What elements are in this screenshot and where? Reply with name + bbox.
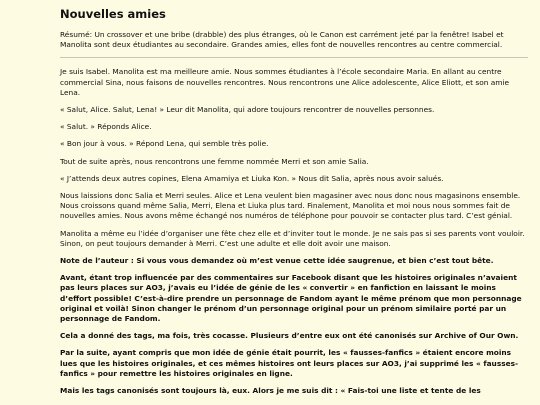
- author-note-paragraph: Avant, étant trop influencée par des commentaires sur Facebook disant que les histoires originales n’avaient pas leurs places sur AO3, j’avais eu l’idée de génie de les « convertir » en fanfiction en laissant le moins d’effort possible! C’est-à-dire prendre un personnage de Fandom ayant le même prénom que mon personnage original et voilà! Sinon changer le prénom d’un personnage original pour un prénom similaire porté par un personnage de Fandom.: [60, 273, 522, 324]
- story-paragraph: Nous laissions donc Salia et Merri seules. Alice et Lena veulent bien magasiner avec nous donc nous magasinons ensemble. Nous croissons quand même Salia, Merri, Elena et Liuka plus tard. Finalement, Manolita et moi nous nous sommes fait de nouvelles amies. Nous avons même échangé nos numéros de téléphone pour pouvoir se contacter plus tard. C’est génial.: [60, 191, 521, 221]
- author-note: [60, 256, 528, 396]
- author-note-paragraph: Mais les tags canonisés sont toujours là, eux. Alors je me suis dit : « Fais-toi une liste et tente de les: [60, 386, 481, 396]
- author-note-paragraph: Par la suite, ayant compris que mon idée de génie était pourrit, les « fausses-fanfics » étaient encore moins lues que les histoires originales, et ces mêmes histoires ont leurs places sur AO3, j’ai supprimé les « fausses-fanfics » pour remettre les histoires originales en ligne.: [60, 348, 519, 378]
- story-paragraph: « J’attends deux autres copines, Elena Amamiya et Liuka Kon. » Nous dit Salia, après nous avoir salués.: [60, 173, 444, 183]
- story-paragraph: « Bon jour à vous. » Répond Lena, qui semble très polie.: [60, 139, 269, 149]
- author-note-paragraph: Note de l’auteur : Si vous vous demandez où m’est venue cette idée saugrenue, et bien c’est tout bête.: [60, 256, 494, 266]
- story-paragraph: Je suis Isabel. Manolita est ma meilleure amie. Nous sommes étudiantes à l’école secondaire Maria. En allant au centre commercial Sina, nous faisons de nouvelles rencontres. Nous rencontrons une Alice adolescente, Alice Eliott, et son amie Lena.: [60, 67, 510, 97]
- story-paragraph: « Salut. » Réponds Alice.: [60, 122, 152, 132]
- story-paragraph: Tout de suite après, nous rencontrons une femme nommée Merri et son amie Salia.: [60, 156, 369, 166]
- story-title: Nouvelles amies: [60, 7, 166, 21]
- summary-divider: [60, 57, 528, 58]
- story-paragraph: « Salut, Alice. Salut, Lena! » Leur dit Manolita, qui adore toujours rencontrer de nouvelles personnes.: [60, 105, 435, 115]
- story-paragraph: Manolita a même eu l’idée d’organiser une fête chez elle et d’inviter tout le monde. Je ne sais pas si ses parents vont vouloir. Sinon, on peut toujours demander à Merri. C’est une adulte et elle doit avoir une maison.: [60, 228, 525, 248]
- author-note-paragraph: Cela a donné des tags, ma fois, très cocasse. Plusieurs d’entre eux ont été canonisés sur Archive of Our Own.: [60, 331, 519, 341]
- story-summary: Résumé: Un crossover et une bribe (drabble) des plus étranges, où le Canon est carrément jeté par la fenêtre! Isabel et Manolita sont deux étudiantes au secondaire. Grandes amies, elles font de nouvelles rencontres au centre commercial.: [60, 30, 504, 50]
- story-body: [60, 67, 528, 249]
